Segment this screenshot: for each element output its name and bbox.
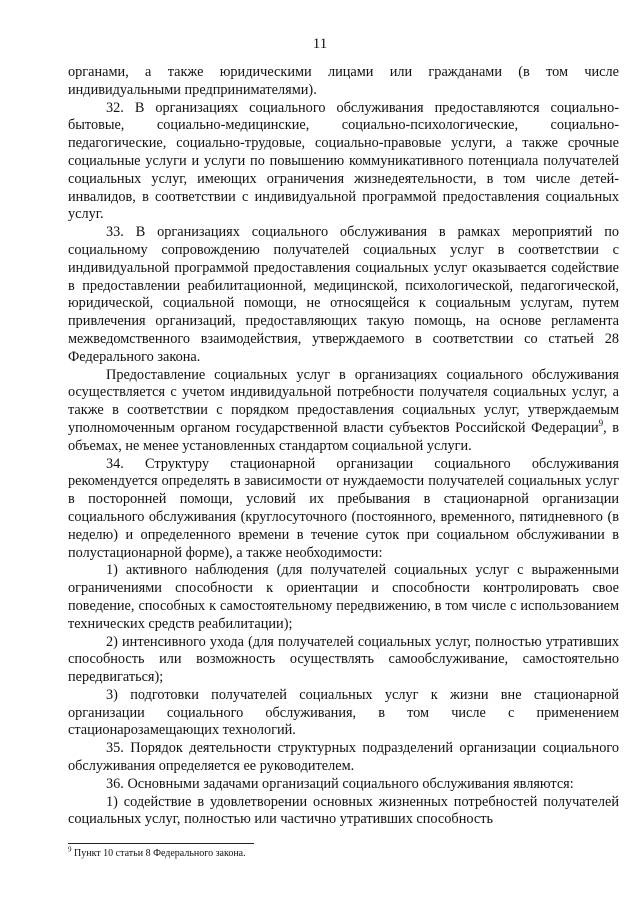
footnote-text: Пункт 10 статьи 8 Федерального закона. xyxy=(71,848,246,859)
footnote-marker: 9 xyxy=(68,845,72,854)
paragraph-34: 34. Структуру стационарной организации социального обслуживания рекомендуется определять в зависимости от нуждаемости получателей социальных услуг в посторонней помощи, условий их пребывания в стационарной организации социального обслуживания (круглосуточного (постоянного, временного, пятидневного (в неделю) и определенного времени в течение суток при социальном обслуживании в полустационарной форме), а также необходимости: xyxy=(68,455,619,561)
footnote-divider xyxy=(68,843,254,844)
list-item-intensive-care: 2) интенсивного ухода (для получателей социальных услуг, полностью утративших способность или возможность осуществлять самообслуживание, самостоятельно передвигаться); xyxy=(68,633,619,686)
paragraph-provision xyxy=(68,367,619,456)
list-item-active-observation: 1) активного наблюдения (для получателей социальных услуг с выраженными ограничениями способности к ориентации и способности контролировать свое поведение, способных к самостоятельному передвижению, в том числе с использованием технических средств реабилитации); xyxy=(68,562,619,632)
page-number: 11 xyxy=(312,36,328,52)
paragraph-32: 32. В организациях социального обслуживания предоставляются социально-бытовые, социально-медицинские, социально-психологические, социально-педагогические, социально-трудовые, социально-правовые услуги, а также срочные социальные услуги и услуги по повышению коммуникативного потенциала получателей социальных услуг, имеющих ограничения жизнедеятельности, в том числе детей-инвалидов, в соответствии с индивидуальной программой предоставления социальных услуг. xyxy=(68,99,619,223)
paragraph-provision-text: Предоставление социальных услуг в организациях социального обслуживания осуществляется с учетом индивидуальной потребности получателя социальных услуг, а также в соответствии с порядком предоставления социальных услуг, утверждаемым уполномоченным органом государственной власти субъектов Российской Федерации xyxy=(68,366,619,436)
list-item-preparation: 3) подготовки получателей социальных услуг к жизни вне стационарной организации социального обслуживания, в том числе с применением стационарозамещающих технологий. xyxy=(68,686,619,739)
paragraph-36: 36. Основными задачами организаций социального обслуживания являются: xyxy=(106,775,574,792)
paragraph-continuation: органами, а также юридическими лицами или гражданами (в том числе индивидуальными предпринимателями). xyxy=(68,64,619,98)
paragraph-provision-tail: , в объемах, не менее установленных стандартом социальной услуги. xyxy=(68,419,619,454)
footnote xyxy=(68,847,619,860)
paragraph-33: 33. В организациях социального обслуживания в рамках мероприятий по социальному сопровождению получателей социальных услуг в соответствии с индивидуальной программой предоставления социальных услуг оказывается содействие в предоставлении реабилитационной, медицинской, психологической, педагогической, юридической, социальной помощи, не относящейся к социальным услугам, путем привлечения организаций, предоставляющих такую помощь, на основе регламента межведомственного взаимодействия, утверждаемого в соответствии со статьей 28 Федерального закона. xyxy=(68,224,619,365)
list-item-assistance: 1) содействие в удовлетворении основных жизненных потребностей получателей социальных услуг, полностью или частично утративших способность xyxy=(68,793,619,828)
footnote-reference[interactable]: 9 xyxy=(598,418,604,429)
body-text xyxy=(68,64,619,829)
paragraph-35: 35. Порядок деятельности структурных подразделений организации социального обслуживания определяется ее руководителем. xyxy=(68,740,619,775)
